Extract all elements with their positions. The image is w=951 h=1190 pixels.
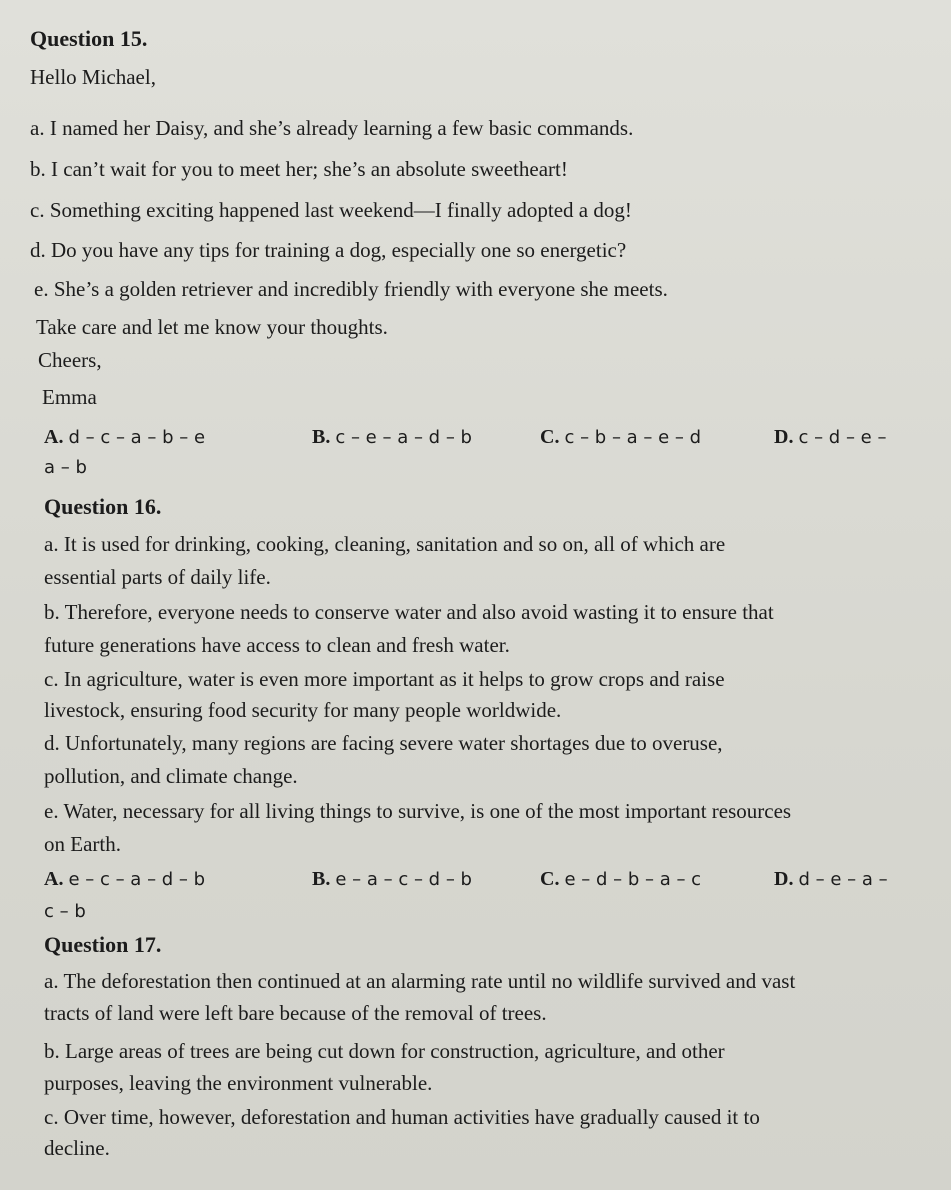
option-letter: B. — [312, 426, 331, 448]
option-sequence: c – b — [44, 901, 86, 922]
q16-line: c. In agriculture, water is even more important as it helps to grow crops and raise — [44, 667, 725, 691]
q17-line: c. Over time, however, deforestation and human activities have gradually caused it to — [44, 1105, 760, 1129]
q16-option-a — [44, 866, 205, 893]
q15-option-a — [44, 424, 205, 451]
option-sequence: e – a – c – d – b — [335, 869, 472, 890]
q16-option-d — [774, 866, 888, 893]
option-letter: D. — [774, 426, 794, 448]
option-sequence: d – c – a – b – e — [68, 427, 206, 448]
option-sequence: c – e – a – d – b — [335, 427, 472, 448]
q17-line: decline. — [44, 1136, 110, 1160]
q17-title: Question 17. — [44, 932, 162, 957]
q16-option-b — [312, 866, 472, 893]
q15-item-a: a. I named her Daisy, and she’s already learning a few basic commands. — [30, 116, 634, 140]
option-sequence: c – d – e – — [798, 427, 887, 448]
option-letter: A. — [44, 426, 64, 448]
q15-title: Question 15. — [30, 26, 148, 51]
q15-closing: Take care and let me know your thoughts. — [36, 315, 388, 339]
q15-option-c — [540, 424, 701, 451]
q15-item-c: c. Something exciting happened last weekend—I finally adopted a dog! — [30, 198, 632, 222]
q17-line: b. Large areas of trees are being cut down for construction, agriculture, and other — [44, 1039, 725, 1063]
q16-line: pollution, and climate change. — [44, 764, 298, 788]
q16-line: livestock, ensuring food security for many people worldwide. — [44, 698, 562, 722]
q17-line: a. The deforestation then continued at an alarming rate until no wildlife survived and vast — [44, 969, 796, 993]
option-sequence: a – b — [44, 457, 87, 478]
q16-option-d-continued — [44, 898, 86, 925]
q16-line: essential parts of daily life. — [44, 565, 271, 589]
option-sequence: e – d – b – a – c — [564, 869, 702, 890]
q16-line: a. It is used for drinking, cooking, cleaning, sanitation and so on, all of which are — [44, 532, 726, 556]
q16-option-c — [540, 866, 701, 893]
option-letter: A. — [44, 868, 64, 890]
q16-line: on Earth. — [44, 832, 121, 856]
q15-cheers: Cheers, — [38, 348, 102, 372]
q15-item-b: b. I can’t wait for you to meet her; she’s an absolute sweetheart! — [30, 157, 568, 181]
q17-line: tracts of land were left bare because of the removal of trees. — [44, 1001, 547, 1025]
q16-line: d. Unfortunately, many regions are facing severe water shortages due to overuse, — [44, 731, 723, 755]
option-sequence: e – c – a – d – b — [68, 869, 206, 890]
q15-item-e: e. She’s a golden retriever and incredibly friendly with everyone she meets. — [34, 277, 668, 301]
option-letter: D. — [774, 868, 794, 890]
q15-item-d: d. Do you have any tips for training a dog, especially one so energetic? — [30, 238, 627, 262]
option-sequence: d – e – a – — [798, 869, 888, 890]
q15-option-d — [774, 424, 886, 451]
q15-option-b — [312, 424, 472, 451]
q16-title: Question 16. — [44, 494, 162, 519]
q15-signature: Emma — [42, 385, 97, 409]
q15-option-d-continued — [44, 454, 87, 481]
q15-greeting: Hello Michael, — [30, 65, 156, 89]
q16-line: b. Therefore, everyone needs to conserve water and also avoid wasting it to ensure that — [44, 600, 774, 624]
q16-line: e. Water, necessary for all living things to survive, is one of the most important resources — [44, 799, 792, 823]
option-letter: C. — [540, 868, 560, 890]
option-letter: B. — [312, 868, 331, 890]
option-sequence: c – b – a – e – d — [564, 427, 702, 448]
q17-line: purposes, leaving the environment vulnerable. — [44, 1071, 433, 1095]
q16-line: future generations have access to clean and fresh water. — [44, 633, 510, 657]
option-letter: C. — [540, 426, 560, 448]
